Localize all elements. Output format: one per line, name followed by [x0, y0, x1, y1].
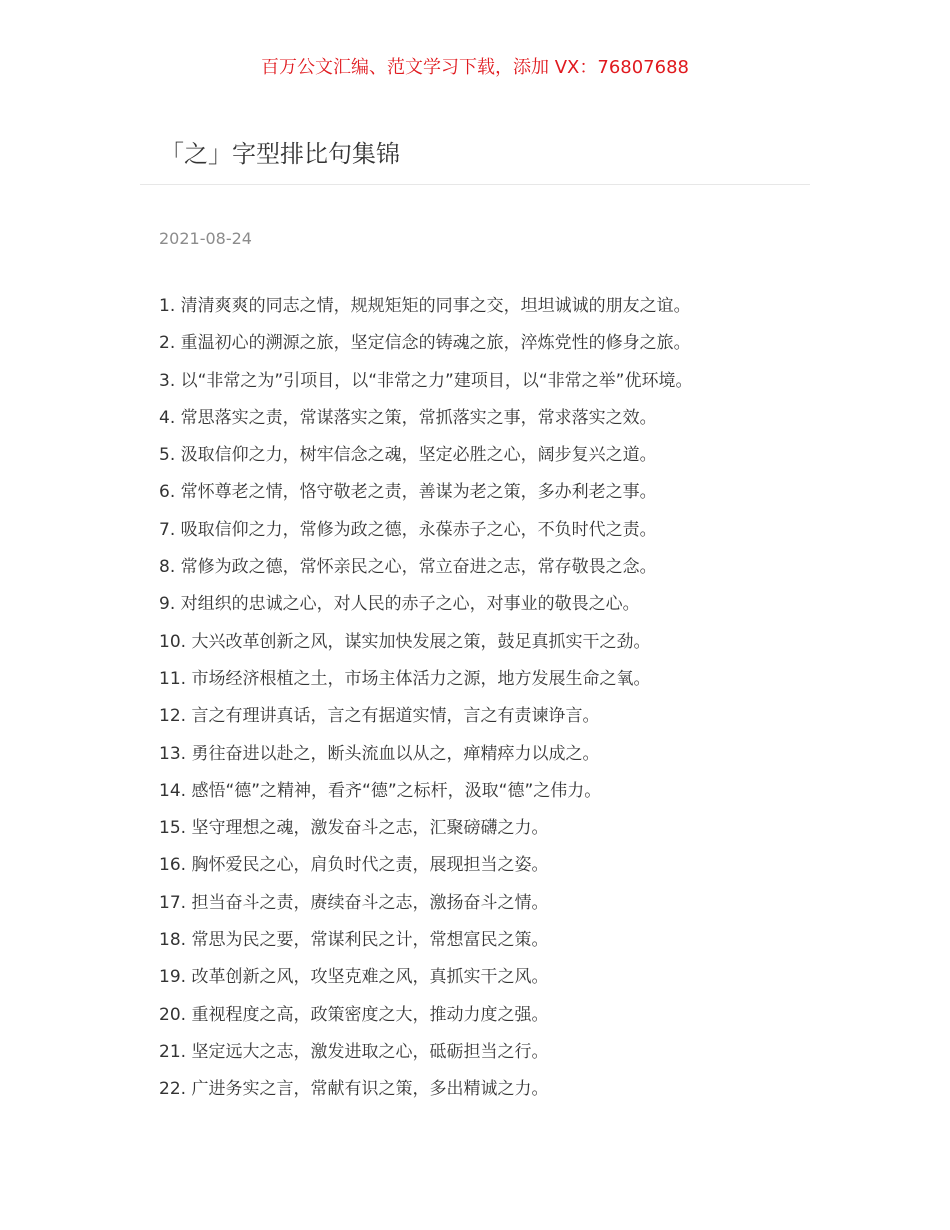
list-item: 5. 汲取信仰之力，树牢信念之魂，坚定必胜之心，阔步复兴之道。 — [159, 445, 657, 466]
list-item: 16. 胸怀爱民之心，肩负时代之责，展现担当之姿。 — [159, 855, 549, 876]
promo-banner: 百万公文汇编、范文学习下载，添加 VX：76807688 — [261, 57, 689, 78]
list-item: 6. 常怀尊老之情，恪守敬老之责，善谋为老之策，多办利老之事。 — [159, 482, 657, 503]
list-item: 10. 大兴改革创新之风，谋实加快发展之策，鼓足真抓实干之劲。 — [159, 631, 651, 652]
list-item: 15. 坚守理想之魂，激发奋斗之志，汇聚磅礴之力。 — [159, 818, 549, 839]
list-item: 8. 常修为政之德，常怀亲民之心，常立奋进之志，常存敬畏之念。 — [159, 557, 657, 578]
article-title: 「之」字型排比句集锦 — [160, 140, 400, 168]
list-item: 19. 改革创新之风，攻坚克难之风，真抓实干之风。 — [159, 967, 549, 988]
list-item: 9. 对组织的忠诚之心，对人民的赤子之心，对事业的敬畏之心。 — [159, 594, 640, 615]
publish-date: 2021-08-24 — [159, 229, 252, 248]
list-item: 17. 担当奋斗之责，赓续奋斗之志，激扬奋斗之情。 — [159, 892, 549, 913]
list-item: 20. 重视程度之高，政策密度之大，推动力度之强。 — [159, 1004, 549, 1025]
list-item: 4. 常思落实之责，常谋落实之策，常抓落实之事，常求落实之效。 — [159, 407, 657, 428]
list-item: 22. 广进务实之言，常献有识之策，多出精诚之力。 — [159, 1079, 549, 1100]
list-item: 21. 坚定远大之志，激发进取之心，砥砺担当之行。 — [159, 1041, 549, 1062]
list-item: 11. 市场经济根植之土，市场主体活力之源，地方发展生命之氧。 — [159, 668, 651, 689]
list-item: 1. 清清爽爽的同志之情，规规矩矩的同事之交，坦坦诚诚的朋友之谊。 — [159, 296, 691, 316]
list-item: 2. 重温初心的溯源之旅，坚定信念的铸魂之旅，淬炼党性的修身之旅。 — [159, 333, 691, 354]
sentence-list — [159, 292, 692, 1113]
list-item: 3. 以“非常之为”引项目，以“非常之力”建项目，以“非常之举”优环境。 — [159, 370, 693, 391]
list-item: 13. 勇往奋进以赴之，断头流血以从之，瘅精瘁力以成之。 — [159, 743, 600, 764]
list-item: 12. 言之有理讲真话，言之有据道实情，言之有责谏诤言。 — [159, 706, 600, 727]
list-item: 7. 吸取信仰之力，常修为政之德，永葆赤子之心，不负时代之责。 — [159, 519, 657, 540]
list-item: 14. 感悟“德”之精神，看齐“德”之标杆，汲取“德”之伟力。 — [159, 780, 602, 801]
title-divider — [140, 184, 810, 185]
list-item: 18. 常思为民之要，常谋利民之计，常想富民之策。 — [159, 930, 549, 951]
